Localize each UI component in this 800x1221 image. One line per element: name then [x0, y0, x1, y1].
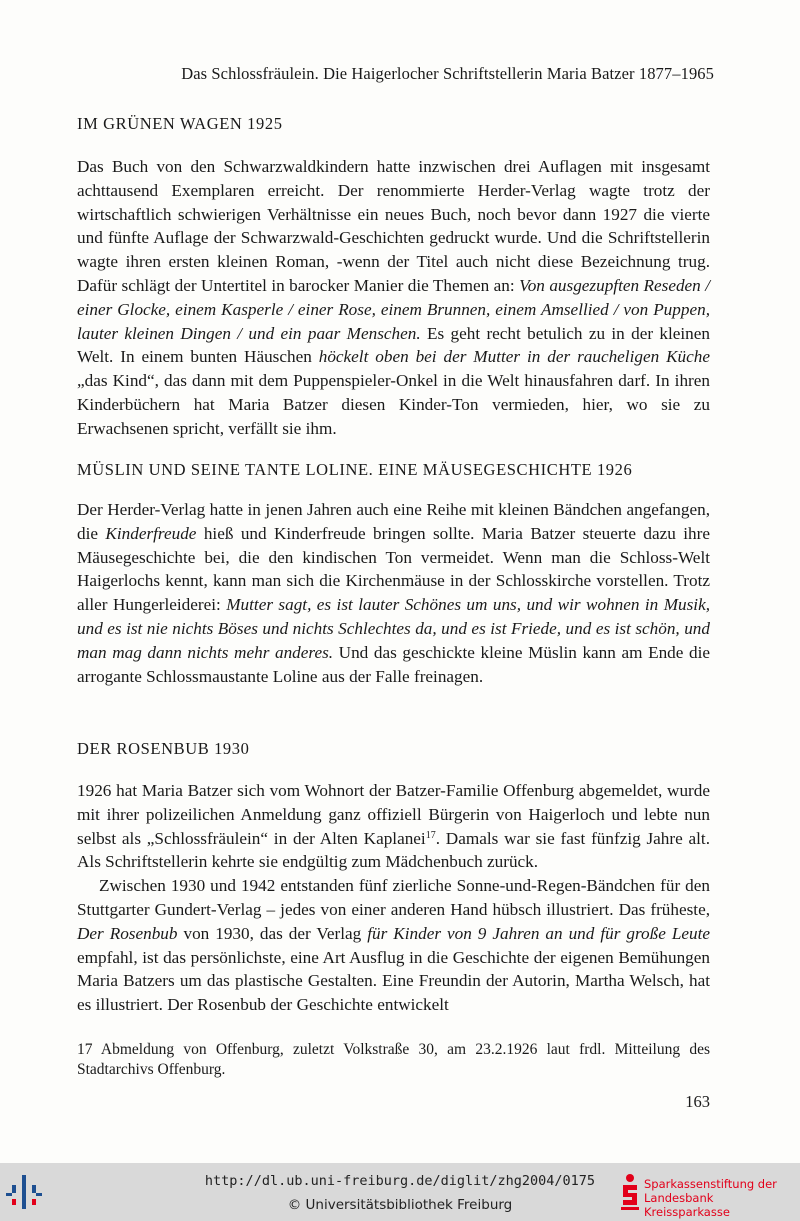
italic-text-run: für Kinder von 9 Jahren an und für große Leute — [367, 923, 711, 943]
text-run: empfahl, ist das persönlichste, eine Art Ausflug in die Geschichte der eigenen Bemühungen Maria Batzers um das plastische Gestalten. Eine Freundin der Autorin, Martha Welsch, hat es illustriert. Der Rosenbub der Geschichte entwickelt — [77, 947, 710, 1015]
viewer-footer-bar — [0, 1163, 800, 1221]
italic-text-run: Mutter sagt, es ist lauter Schönes um uns, und wir wohnen in Musik, und es ist nie nichts Böses und nichts Schlechtes da, und es ist Friede, und es ist schön, und man mag dann nichts mehr anderes. — [77, 595, 710, 662]
sponsor-text — [644, 1177, 800, 1219]
paragraph — [77, 498, 710, 688]
paragraph — [77, 155, 710, 441]
italic-text-run: Kinderfreude — [105, 523, 197, 543]
italic-text-run: höckelt oben bei der Mutter in der raucheligen Küche — [318, 347, 710, 367]
text-run: „das Kind“, das dann mit dem Puppenspieler-Onkel in die Welt hinausfahren darf. In ihren Kinderbüchern hat Maria Batzer diesen Kinder-Ton vermieden, hier, wo sie zu Erwachsenen spricht, verfällt sie ihm. — [77, 371, 710, 438]
sponsor-line-1: Sparkassenstiftung der — [644, 1177, 777, 1191]
section-heading-der-rosenbub: DER ROSENBUB 1930 — [77, 739, 250, 758]
text-run: 1926 hat Maria Batzer sich vom Wohnort der Batzer-Familie Offenburg abgemeldet, wurde mit ihrer polizeilichen Anmeldung ganz offiziell Bürgerin von Haigerloch und lebte nun selbst als „Schlossfräulein“ in der Alten Kaplanei — [77, 781, 710, 848]
section-body-der-rosenbub — [77, 779, 710, 1017]
text-run: hieß und Kinderfreude bringen sollte. Maria Batzer steuerte dazu ihre Mäusegeschichte bei, die den kindischen Ton vermeidet. Wenn man die Schloss-Welt Haigerlochs kennt, kann man sich die Kirchenmäuse in der Schlosskirche vorstellen. Trotz aller Hungerleiderei: — [77, 523, 710, 615]
sponsor-line-2: Landesbank Kreissparkasse — [644, 1191, 730, 1219]
section-heading-mueslin: MÜSLIN UND SEINE TANTE LOLINE. EINE MÄUSEGESCHICHTE 1926 — [77, 460, 633, 479]
running-head: Das Schlossfräulein. Die Haigerlocher Schriftstellerin Maria Batzer 1877–1965 — [181, 64, 714, 83]
text-run: Und das geschickte kleine Müslin kann am Ende die arrogante Schlossmaustante Loline aus der Falle freinagen. — [77, 642, 710, 686]
permalink-url[interactable]: http://dl.ub.uni-freiburg.de/diglit/zhg2004/0175 — [204, 1173, 596, 1189]
page-number: 163 — [685, 1092, 710, 1111]
copyright-notice: © Universitätsbibliothek Freiburg — [287, 1197, 513, 1213]
text-run: . Damals war sie fast fünfzig Jahre alt. Als Schriftstellerin kehrte sie endgültig zum Mädchenbuch zurück. — [77, 828, 710, 872]
footnote: 17 Abmeldung von Offenburg, zuletzt Volkstraße 30, am 23.2.1926 laut frdl. Mitteilung des Stadtarchivs Offenburg. — [77, 1041, 710, 1078]
text-run: Zwischen 1930 und 1942 entstanden fünf zierliche Sonne-und-Regen-Bändchen für den Stuttgarter Gundert-Verlag – jedes von einer anderen Hand hübsch illustriert. Das früheste, — [77, 876, 710, 919]
section-body-im-gruenen-wagen — [77, 155, 710, 441]
sparkasse-s-logo-icon[interactable] — [620, 1173, 640, 1211]
paragraph — [77, 779, 710, 874]
text-run: Das Buch von den Schwarzwaldkindern hatte inzwischen drei Auflagen mit insgesamt achttausend Exemplaren erreicht. Der renommierte Herder-Verlag wagte trotz der wirtschaftlich schwierigen Verhältnisse ein neues Buch, noch bevor dann 1927 die vierte und fünfte Auflage der Schwarzwald-Geschichten gedruckt wurde. Und die Schriftstellerin wagte ihren ersten kleinen Roman, -wenn der Titel auch nicht diese Bezeichnung trug. Dafür schlägt der Untertitel in barocker Manier die Themen an: — [77, 157, 710, 295]
footnote-reference[interactable]: 17 — [425, 829, 436, 841]
text-run: Der Herder-Verlag hatte in jenen Jahren auch eine Reihe mit kleinen Bändchen angefangen, die — [77, 500, 710, 543]
italic-text-run: Von ausgezupften Reseden / einer Glocke, einem Kasperle / einer Rose, einem Brunnen, einem Amsellied / von Puppen, lauter kleinen Dingen / und ein paar Menschen. — [77, 275, 710, 343]
text-run: Es geht recht betulich zu in der kleinen Welt. In einem bunten Häuschen — [77, 323, 710, 367]
paragraph — [77, 874, 710, 1017]
italic-text-run: Der Rosenbub — [77, 923, 178, 943]
text-run: von 1930, das der Verlag — [177, 923, 368, 943]
section-body-mueslin — [77, 498, 710, 688]
section-heading-im-gruenen-wagen: IM GRÜNEN WAGEN 1925 — [77, 114, 283, 133]
